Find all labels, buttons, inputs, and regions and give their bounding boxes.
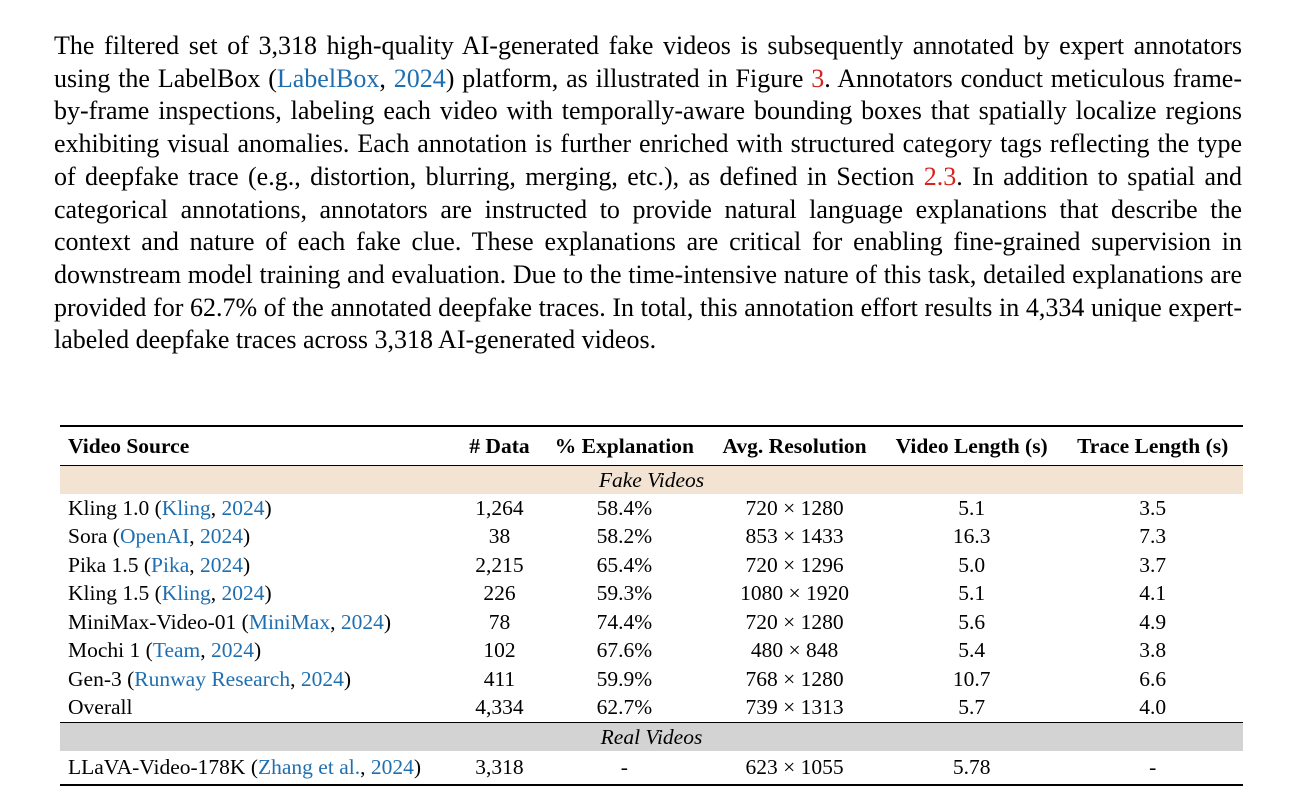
table-row	[60, 694, 1243, 723]
table-row	[60, 580, 1243, 609]
cell-resolution: 853 × 1433	[745, 524, 844, 549]
citation-link[interactable]: OpenAI	[119, 524, 190, 549]
cell-video-length: 16.3	[952, 524, 991, 549]
source-name: Pika 1.5	[68, 552, 139, 577]
cell-video-source: Pika 1.5 (Pika, 2024)	[68, 552, 251, 577]
cell-trace-length: 3.8	[1139, 638, 1167, 663]
cell-explanation: -	[620, 755, 628, 779]
cell-video-length: 5.7	[958, 695, 986, 720]
cell-trace-length: 3.7	[1139, 552, 1167, 577]
header-video-length: Video Length (s)	[895, 433, 1048, 458]
cell-video-length: 5.4	[958, 638, 986, 663]
cell-trace-length: 3.5	[1139, 495, 1167, 520]
cell-resolution: 739 × 1313	[745, 695, 844, 720]
cell-video-length: 5.0	[958, 552, 986, 577]
cell-trace-length: 4.9	[1139, 609, 1167, 634]
cell-resolution: 623 × 1055	[745, 755, 844, 779]
cell-explanation: 59.3%	[596, 581, 653, 606]
table-header-row	[60, 426, 1243, 466]
table-row	[60, 665, 1243, 694]
cell-video-source: Kling 1.0 (Kling, 2024)	[68, 495, 272, 520]
cell-num-data: 38	[488, 524, 511, 549]
cell-explanation: 58.4%	[596, 495, 653, 520]
text-run: ,	[379, 63, 394, 93]
citation-year-link[interactable]: 2024	[393, 63, 446, 93]
header-video-source: Video Source	[68, 433, 190, 458]
cell-num-data: 411	[483, 666, 516, 691]
cell-num-data: 226	[483, 581, 516, 606]
cell-explanation: 74.4%	[596, 609, 653, 634]
citation-year-link[interactable]: 2024	[370, 755, 414, 779]
cell-trace-length: 4.1	[1139, 581, 1167, 606]
header-explanation: % Explanation	[554, 433, 694, 458]
dataset-statistics-table	[60, 425, 1243, 786]
table-row	[60, 494, 1243, 523]
source-name: Overall	[68, 695, 133, 720]
cell-trace-length: -	[1149, 755, 1157, 779]
cell-trace-length: 7.3	[1139, 524, 1167, 549]
source-name: Gen-3	[68, 666, 122, 691]
cell-video-length: 5.78	[952, 755, 991, 779]
text-run: ) platform, as illustrated in Figure	[445, 63, 812, 93]
table-row	[60, 551, 1243, 580]
cell-resolution: 480 × 848	[750, 638, 839, 663]
text-run: The filtered set of 3,318 high-quality AI-generated fake videos is subsequently annotated by expert annotators using the LabelBox (	[54, 31, 1242, 93]
cell-video-source	[60, 694, 458, 723]
cell-num-data: 78	[488, 609, 511, 634]
figure-ref-link[interactable]: 3	[811, 63, 825, 93]
citation-link[interactable]: Kling	[161, 495, 211, 520]
cell-video-source: Sora (OpenAI, 2024)	[68, 524, 251, 549]
cell-trace-length: 6.6	[1139, 666, 1167, 691]
cell-resolution: 1080 × 1920	[740, 581, 849, 606]
cell-num-data: 3,318	[475, 755, 524, 779]
source-name: LLaVA-Video-178K	[68, 755, 246, 779]
cell-resolution: 768 × 1280	[745, 666, 844, 691]
source-name: Kling 1.0	[68, 495, 150, 520]
source-name: MiniMax-Video-01	[68, 609, 237, 634]
citation-year-link[interactable]: 2024	[221, 581, 265, 606]
cell-explanation: 65.4%	[596, 552, 653, 577]
citation-year-link[interactable]: 2024	[199, 524, 243, 549]
text-run: . Annotators conduct meticulous frame-by-frame inspections, labeling each video with temporally-aware bounding boxes that spatially localize regions exhibiting visual anomalies. Each annotation is further enriched with structured category tags reflecting the type of deepfake trace (e.g., distortion, blurring, merging, etc.), as defined in Section	[54, 63, 1242, 191]
citation-link[interactable]: MiniMax	[248, 609, 331, 634]
cell-explanation: 67.6%	[596, 638, 653, 663]
cell-video-length: 10.7	[952, 666, 991, 691]
cell-video-length: 5.1	[958, 495, 986, 520]
header-trace-length: Trace Length (s)	[1077, 433, 1229, 458]
cell-num-data: 2,215	[475, 552, 524, 577]
cell-resolution: 720 × 1280	[745, 495, 844, 520]
cell-video-length: 5.1	[958, 581, 986, 606]
cell-video-source: LLaVA-Video-178K (Zhang et al., 2024)	[68, 755, 422, 779]
text-run: . In addition to spatial and categorical annotations, annotators are instructed to provide natural language explanations that describe the context and nature of each fake clue. These explanations are critical for enabling fine-grained supervision in downstream model training and evaluation. Due to the time-intensive nature of this task, detailed explanations are provided for 62.7% of the annotated deepfake traces. In total, this annotation effort results in 4,334 unique expert-labeled deepfake traces across 3,318 AI-generated videos.	[54, 161, 1242, 355]
header-resolution: Avg. Resolution	[722, 433, 867, 458]
header-num-data: # Data	[469, 433, 530, 458]
cell-video-source: MiniMax-Video-01 (MiniMax, 2024)	[68, 609, 391, 634]
cell-video-source: Gen-3 (Runway Research, 2024)	[68, 666, 352, 691]
cell-num-data: 4,334	[475, 695, 524, 720]
citation-year-link[interactable]: 2024	[300, 666, 344, 691]
citation-link[interactable]: Kling	[161, 581, 211, 606]
cell-trace-length: 4.0	[1139, 695, 1167, 720]
citation-link[interactable]: Zhang et al.	[258, 755, 361, 779]
citation-year-link[interactable]: 2024	[200, 552, 244, 577]
citation-link[interactable]: LabelBox	[276, 63, 380, 93]
cell-num-data: 102	[483, 638, 516, 663]
cell-resolution: 720 × 1280	[745, 609, 844, 634]
citation-year-link[interactable]: 2024	[340, 609, 384, 634]
cell-resolution: 720 × 1296	[745, 552, 844, 577]
source-name: Mochi 1	[68, 638, 141, 663]
cell-explanation: 59.9%	[596, 666, 653, 691]
citation-year-link[interactable]: 2024	[211, 638, 255, 663]
fake-videos-section-row	[60, 466, 1243, 495]
table-row	[60, 608, 1243, 637]
cell-num-data: 1,264	[475, 495, 524, 520]
section-ref-link[interactable]: 2.3	[923, 161, 957, 191]
table-row	[60, 637, 1243, 666]
citation-year-link[interactable]: 2024	[221, 495, 265, 520]
body-paragraph	[54, 30, 1242, 357]
real-videos-section-row	[60, 723, 1243, 752]
cell-video-length: 5.6	[958, 609, 986, 634]
cell-video-source: Kling 1.5 (Kling, 2024)	[68, 581, 272, 606]
table-row	[60, 523, 1243, 552]
section-label: Real Videos	[60, 723, 1243, 752]
table-row	[60, 751, 1243, 785]
source-name: Kling 1.5	[68, 581, 150, 606]
cell-video-source: Mochi 1 (Team, 2024)	[68, 638, 262, 663]
source-name: Sora	[68, 524, 108, 549]
cell-explanation: 58.2%	[596, 524, 653, 549]
citation-link[interactable]: Runway Research	[134, 666, 291, 691]
citation-link[interactable]: Team	[152, 638, 201, 663]
section-label: Fake Videos	[60, 466, 1243, 495]
citation-link[interactable]: Pika	[151, 552, 190, 577]
cell-explanation: 62.7%	[596, 695, 653, 720]
